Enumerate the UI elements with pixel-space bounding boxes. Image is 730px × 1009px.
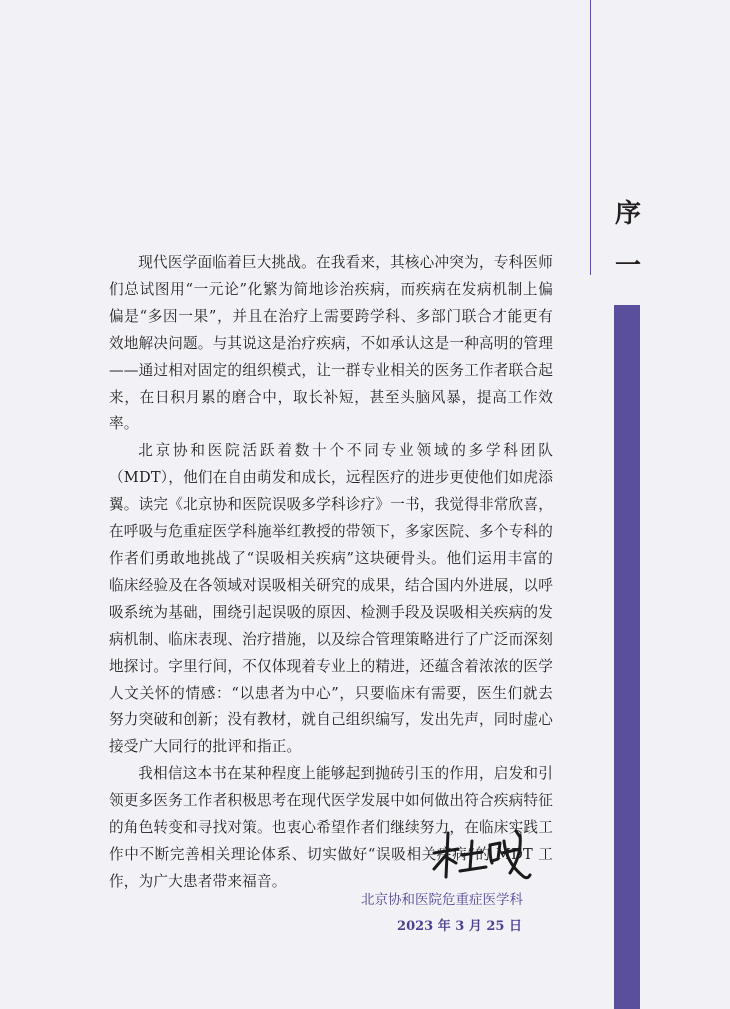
section-title-char-2: 一 [614, 251, 641, 281]
section-title-char-1: 序 [614, 199, 641, 229]
handwritten-signature [428, 825, 533, 887]
section-title [600, 188, 656, 292]
preface-body [109, 250, 553, 896]
vertical-divider-line [590, 0, 591, 275]
paragraph-2: 北京协和医院活跃着数十个不同专业领域的多学科团队（MDT），他们在自由萌发和成长，远程医疗的进步更使他们如虎添翼。读完《北京协和医院误吸多学科诊疗》一书，我觉得非常欣喜，在呼吸与危重症医学科施举红教授的带领下，多家医院、多个专科的作者们勇敢地挑战了“误吸相关疾病”这块硬骨头。他们运用丰富的临床经验及在各领域对误吸相关研究的成果，结合国内外进展，以呼吸系统为基础，围绕引起误吸的原因、检测手段及误吸相关疾病的发病机制、临床表现、治疗措施，以及综合管理策略进行了广泛而深刻地探讨。字里行间，不仅体现着专业上的精进，还蕴含着浓浓的医学人文关怀的情感：“以患者为中心”，只要临床有需要，医生们就去努力突破和创新；没有教材，就自己组织编写，发出先声，同时虚心接受广大同行的批评和指正。 [109, 442, 553, 756]
decorative-side-bar [614, 305, 640, 1009]
paragraph-3: 我相信这本书在某种程度上能够起到抛砖引玉的作用，启发和引领更多医务工作者积极思考在现代医学发展中如何做出符合疾病特征的角色转变和寻找对策。也衷心希望作者们继续努力，在临床实践工作中不断完善相关理论体系、切实做好“误吸相关疾病”的 MDT 工作，为广大患者带来福音。 [109, 765, 553, 890]
author-affiliation: 北京协和医院危重症医学科 [361, 892, 523, 908]
paragraph-1: 现代医学面临着巨大挑战。在我看来，其核心冲突为，专科医师们总试图用“一元论”化繁为简地诊治疾病，而疾病在发病机制上偏偏是“多因一果”，并且在治疗上需要跨学科、多部门联合才能更有效地解决问题。与其说这是治疗疾病，不如承认这是一种高明的管理——通过相对固定的组织模式，让一群专业相关的医务工作者联合起来，在日积月累的磨合中，取长补短，甚至头脑风暴，提高工作效率。 [109, 254, 553, 433]
preface-date: 2023 年 3 月 25 日 [397, 919, 522, 934]
